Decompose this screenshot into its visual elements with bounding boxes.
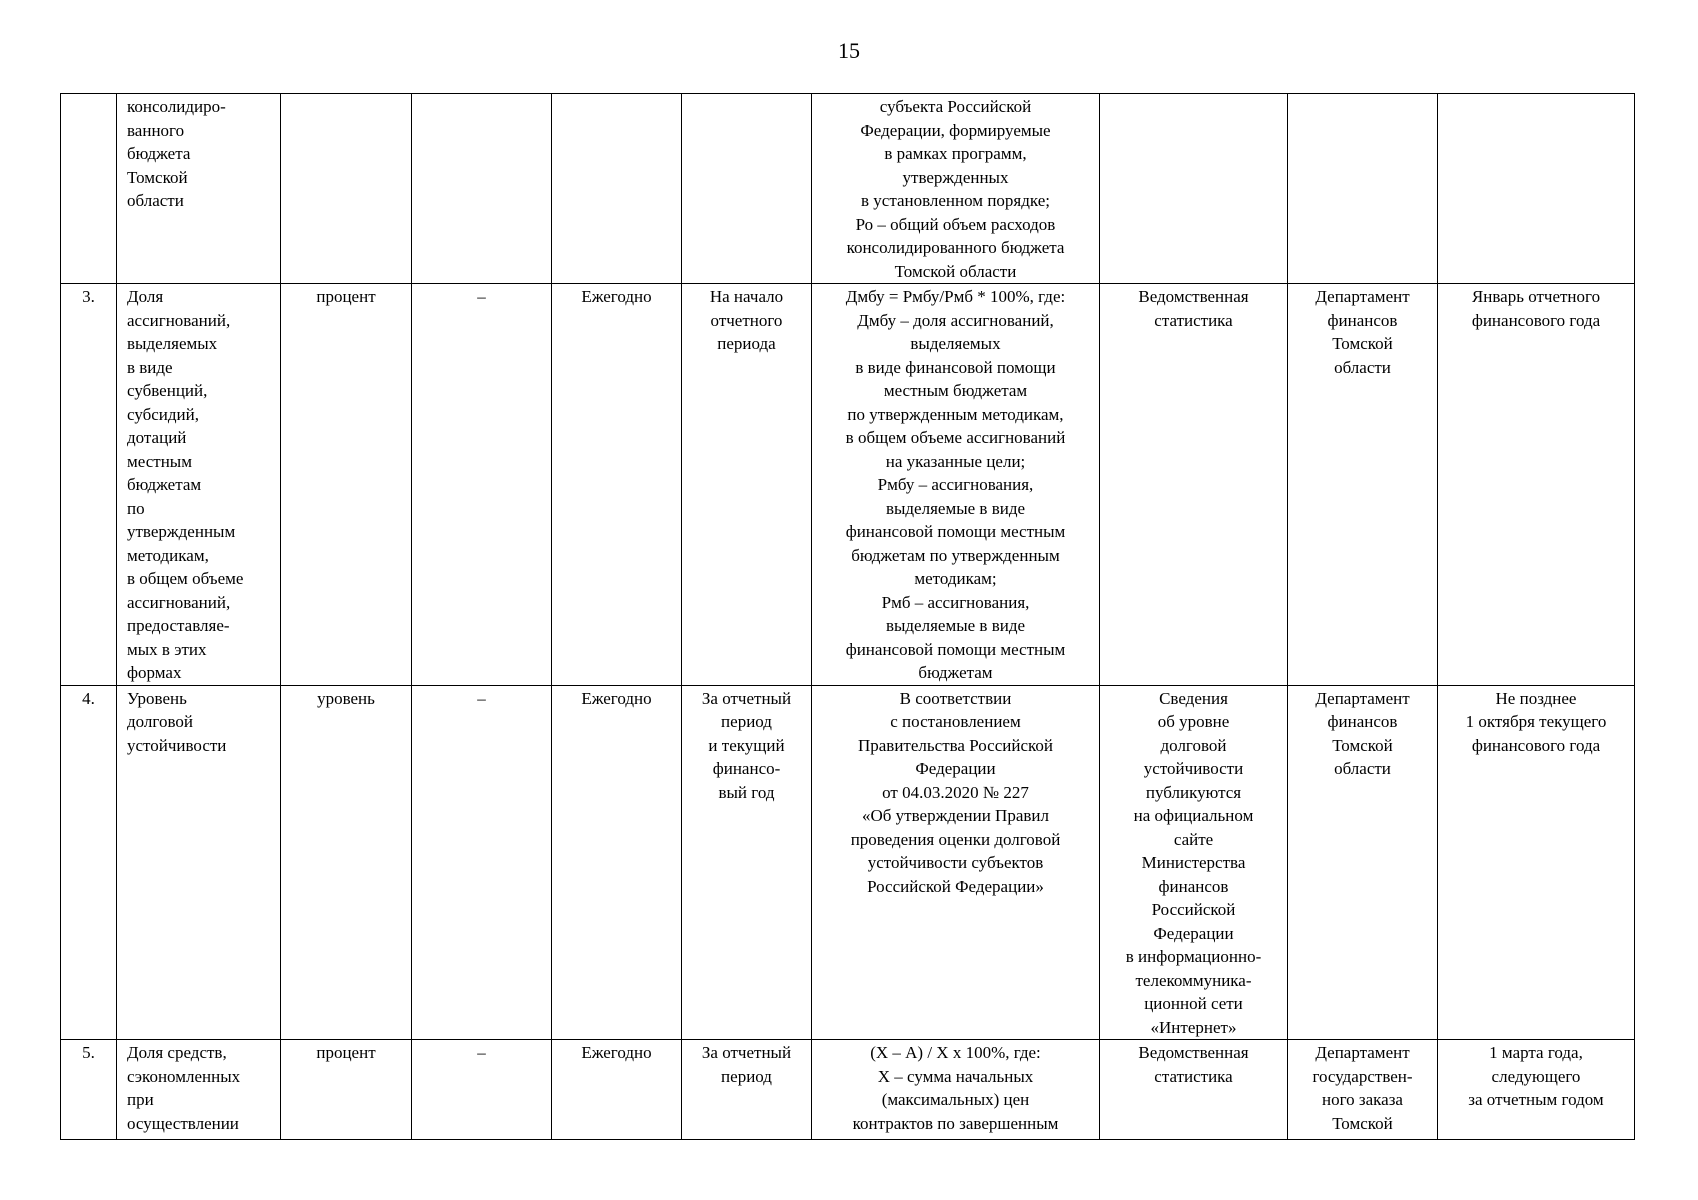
table-row [61,1040,1635,1140]
responsible-cell: Департамент финансов Томской области [1288,685,1438,1040]
method-cell: В соответствии с постановлением Правительства Российской Федерации от 04.03.2020 № 227 «Об утверждении Правил проведения оценки долговой устойчивости субъектов Российской Федерации» [812,685,1100,1040]
dash-cell: – [412,1040,552,1140]
row-number: 3. [61,284,117,686]
row-number: 4. [61,685,117,1040]
responsible-cell [1288,94,1438,284]
method-cell: Дмбу = Рмбу/Рмб * 100%, где: Дмбу – доля ассигнований, выделяемых в виде финансовой помощи местным бюджетам по утвержденным методикам, в общем объеме ассигнований на указанные цели; Рмбу – ассигнования, выделяемые в виде финансовой помощи местным бюджетам по утвержденным методикам; Рмб – ассигнования, выделяемые в виде финансовой помощи местным бюджетам [812,284,1100,686]
indicators-table [60,93,1635,1140]
table-row [61,94,1635,284]
method-cell: субъекта Российской Федерации, формируемые в рамках программ, утвержденных в установленном порядке; Ро – общий объем расходов консолидированного бюджета Томской области [812,94,1100,284]
deadline-cell: Январь отчетного финансового года [1438,284,1635,686]
source-cell [1100,94,1288,284]
period-cell: За отчетный период [682,1040,812,1140]
frequency-cell: Ежегодно [552,685,682,1040]
unit-cell: уровень [281,685,412,1040]
unit-cell [281,94,412,284]
deadline-cell: Не позднее 1 октября текущего финансового года [1438,685,1635,1040]
period-cell [682,94,812,284]
method-cell: (Х – А) / Х х 100%, где: Х – сумма начальных (максимальных) цен контрактов по завершенным [812,1040,1100,1140]
period-cell: За отчетный период и текущий финансо- вый год [682,685,812,1040]
deadline-cell: 1 марта года, следующего за отчетным годом [1438,1040,1635,1140]
responsible-cell: Департамент финансов Томской области [1288,284,1438,686]
table-row [61,685,1635,1040]
source-cell: Ведомственная статистика [1100,1040,1288,1140]
source-cell: Сведения об уровне долговой устойчивости публикуются на официальном сайте Министерства финансов Российской Федерации в информационно- телекоммуника- ционной сети «Интернет» [1100,685,1288,1040]
row-number [61,94,117,284]
indicator-name: консолидиро- ванного бюджета Томской области [117,94,281,284]
page-number: 15 [838,38,860,63]
indicator-name: Доля средств, сэкономленных при осуществлении [117,1040,281,1140]
indicator-name: Уровень долговой устойчивости [117,685,281,1040]
source-cell: Ведомственная статистика [1100,284,1288,686]
indicator-name: Доля ассигнований, выделяемых в виде субвенций, субсидий, дотаций местным бюджетам по утвержденным методикам, в общем объеме ассигнований, предоставляе- мых в этих формах [117,284,281,686]
dash-cell [412,94,552,284]
dash-cell: – [412,685,552,1040]
unit-cell: процент [281,284,412,686]
row-number: 5. [61,1040,117,1140]
table-row [61,284,1635,686]
unit-cell: процент [281,1040,412,1140]
dash-cell: – [412,284,552,686]
deadline-cell [1438,94,1635,284]
frequency-cell: Ежегодно [552,1040,682,1140]
responsible-cell: Департамент государствен- ного заказа Томской [1288,1040,1438,1140]
frequency-cell [552,94,682,284]
period-cell: На начало отчетного периода [682,284,812,686]
frequency-cell: Ежегодно [552,284,682,686]
